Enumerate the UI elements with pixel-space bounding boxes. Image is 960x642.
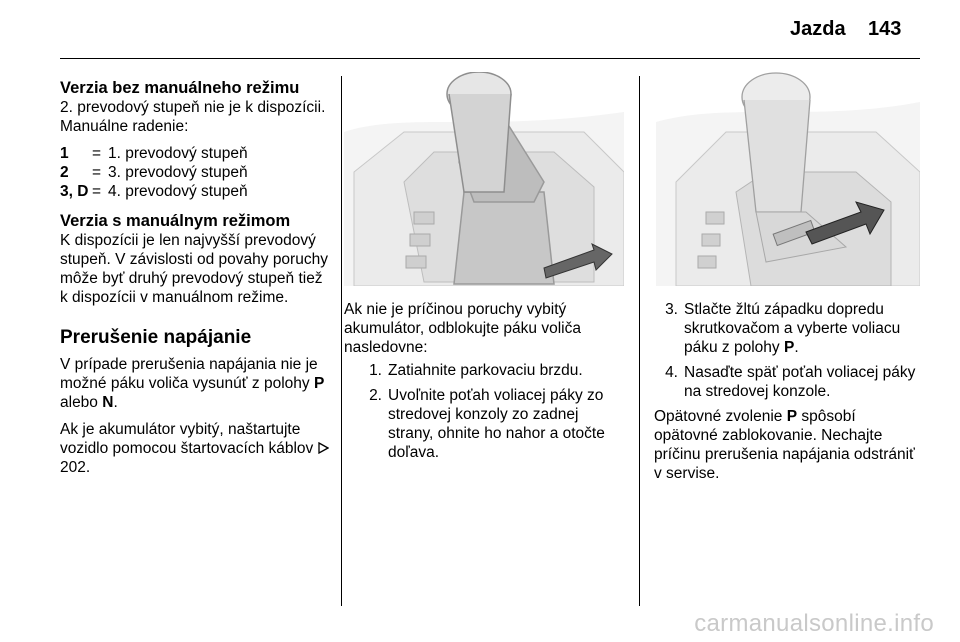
list-item [344, 361, 622, 380]
figure-screwdriver-release [656, 72, 920, 286]
step-text: Nasaďte späť poťah voliacej páky na stredovej konzole. [684, 364, 916, 400]
gear-table [60, 144, 248, 201]
gear-key: 2 [60, 164, 69, 181]
gear-value: 3. prevodový stupeň [108, 164, 248, 181]
gear-value: 4. prevodový stupeň [108, 183, 248, 200]
list-item [654, 363, 922, 401]
figure-gear-lever-cover [344, 72, 624, 286]
step-text: Stlačte žltú západku dopredu skrutkovačom a vyberte voliacu páku z polohy P. [684, 301, 901, 356]
gear-row [60, 163, 248, 182]
jump-start-paragraph: Ak je akumulátor vybitý, naštartujte vozidlo pomocou štartovacích káblov 202. [60, 420, 332, 477]
watermark: carmanualsonline.info [694, 610, 934, 637]
unlock-intro-paragraph: Ak nie je príčinou poruchy vybitý akumulátor, odblokujte páku voliča nasledovne: [344, 301, 581, 356]
left-column [60, 78, 332, 477]
page-reference-arrow-icon [318, 442, 329, 454]
manual-mode-paragraph: K dispozícii je len najvyšší prevodový stupeň. V závislosti od povahy poruchy môže byť druhý prevodový stupeň tiež k dispozícii v manuálnom režime. [60, 232, 328, 306]
section-heading-manual-mode: Verzia s manuálnym režimom [60, 212, 291, 230]
page-header-title: Jazda [790, 18, 846, 40]
gear-equals: = [92, 164, 102, 181]
gear-key: 1 [60, 145, 69, 162]
gear-row [60, 144, 248, 163]
page-number: 143 [868, 18, 902, 40]
gear-row [60, 182, 248, 201]
column-divider-right [639, 76, 640, 606]
step-text: Zatiahnite parkovaciu brzdu. [388, 362, 583, 379]
list-item [344, 386, 622, 462]
section-heading-no-manual-mode: Verzia bez manuálneho režimu [60, 79, 300, 97]
step-number: 4. [665, 364, 678, 381]
power-interruption-paragraph: V prípade prerušenia napájania nie je možné páku voliča vysunúť z polohy P alebo N. [60, 356, 325, 411]
list-item [654, 300, 922, 357]
gear-equals: = [92, 145, 102, 162]
step-number: 3. [665, 301, 678, 318]
gear-value: 1. prevodový stupeň [108, 145, 248, 162]
step-number: 1. [369, 362, 382, 379]
gear-key: 3, D [60, 183, 89, 200]
page-reference-link[interactable]: 202. [60, 459, 91, 476]
unlock-steps-list-continued [654, 300, 922, 401]
gear-equals: = [92, 183, 102, 200]
right-column [654, 300, 922, 483]
column-divider-left [341, 76, 342, 606]
reselect-paragraph: Opätovné zvolenie P spôsobí opätovné zablokovanie. Nechajte príčinu prerušenia napájania odstrániť v servise. [654, 408, 915, 482]
step-text: Uvoľnite poťah voliacej páky zo stredovej konzoly zo zadnej strany, ohnite ho nahor a otočte doľava. [388, 387, 605, 461]
intro-paragraph: 2. prevodový stupeň nie je k dispozícii. Manuálne radenie: [60, 99, 326, 135]
step-number: 2. [369, 387, 382, 404]
middle-column [344, 300, 622, 468]
unlock-steps-list [344, 361, 622, 462]
header-rule [60, 58, 920, 59]
section-heading-power-interruption: Prerušenie napájanie [60, 327, 252, 348]
